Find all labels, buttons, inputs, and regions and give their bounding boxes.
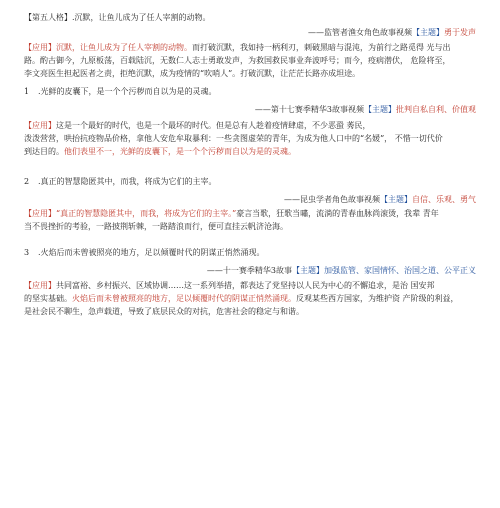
item3-number: 3: [24, 248, 30, 257]
item1-apply-line3-dark: 到达目的。: [24, 147, 64, 156]
item3-apply-line2-red: 火焰后而未曾被照亮的地方，足以倾覆时代的阴谋正悄然涌现。: [72, 294, 296, 303]
item3-source: [207, 265, 476, 276]
item3-quote-text: .火焰后而未曾被照亮的地方，足以倾覆时代的阴谋正悄然涌现。: [38, 248, 265, 257]
item2-source: [284, 194, 476, 205]
item1-source: [255, 104, 476, 115]
item2-theme-label: 【主题】: [380, 195, 412, 204]
section5-title-text: 【第五人格】.沉默，让鱼儿成为了任人宰割的动物。: [24, 13, 211, 22]
item3-apply-line1: [24, 280, 435, 291]
item3-theme-label: 【主题】: [292, 266, 324, 275]
item2-apply-red: “真正的智慧隐匿其中，而我，将成为它们的主宰。”: [56, 209, 237, 218]
section5-apply-line2: [24, 55, 451, 66]
item2-apply-rest: 豪言当歌，狂歌当嘯，流淌的青春血脉尚滚烫，我辈 青年: [236, 209, 439, 218]
section5-source-prefix: ——监管者渔女角色故事视频: [308, 28, 412, 37]
section5-source: [308, 27, 476, 38]
section5-apply-rest: 而打破沉默，我如持一柄利刃，刺破黑暗与混沌，为前行之路觅得 光与出: [192, 43, 451, 52]
item3-apply-line2-rest: 反观某些西方国家，为维护资 产阶级的利益，: [296, 294, 459, 303]
item2-number: 2: [24, 177, 30, 186]
item1-quote-text: .光鲜的皮囊下，是一个个污秽而自以为是的灵魂。: [38, 87, 217, 96]
section5-apply-line3-text: 李文亮医生担起医者之责，拒绝沉默，成为疫情的“吹哨人”。打破沉默，让茫茫长路亦成坦途。: [24, 69, 361, 78]
item2-quote-text: .真正的智慧隐匿其中，而我，将成为它们的主宰。: [38, 177, 217, 186]
item3-apply-line2-dark: 的坚实基础。: [24, 294, 72, 303]
item1-apply-rest: 这是一个最好的时代，也是一个最坏的时代。但是总有人趁着疫情肆虐，不少恶蛩 莠民，: [56, 121, 371, 130]
item3-apply-label: 【应用】: [24, 281, 56, 290]
item2-theme: 自信、乐观、勇气: [412, 195, 476, 204]
section5-apply-line2-text: 路。酌古御今，九原板荡，百载陆沉，无数仁人志士勇敢发声，为救国救民事业奔波呼号；而今，疫病潜伏， 危险将至，: [24, 56, 451, 65]
item2-quote: [24, 176, 217, 187]
item2-apply-line2-text: 当不畏挫折的考验，一路披荆斩棘，一路踏浪而行，便可直挂云帆济沧海。: [24, 222, 288, 231]
item3-apply-rest: 共同富裕、乡村振兴、区域协调……这一系列举措，都表达了党坚持以人民为中心的不懈追求，是治 国安邦: [56, 281, 435, 290]
item1-number: 1: [24, 87, 30, 96]
item3-source-prefix: ——十一赛季精华3故事: [206, 266, 292, 275]
item2-apply-line1: [24, 208, 439, 219]
section5-theme-label: 【主题】: [412, 28, 444, 37]
section5-theme: 勇于发声: [444, 28, 476, 37]
item3-quote: [24, 247, 265, 258]
item3-apply-line3-text: 是社会民不聊生，急声载道，导致了底层民众的对抗，危害社会的稳定与和谐。: [24, 307, 304, 316]
item1-theme-label: 【主题】: [364, 105, 396, 114]
item3-apply-line2: [24, 293, 459, 304]
item1-source-prefix: ——第十七赛季精华3故事视频: [254, 105, 364, 114]
item1-apply-line3-red: 他们表里不一，光鲜的皮囊下，是一个个污秽而自以为是的灵魂。: [64, 147, 296, 156]
section5-title: [24, 12, 211, 23]
item2-source-prefix: ——昆虫学者角色故事视频: [284, 195, 380, 204]
item1-quote: [24, 86, 217, 97]
section5-apply-line1: [24, 42, 451, 53]
item1-apply-line2-text: 泼泼营营，哄抬抗疫物品价格，拿他人安危牟取暴利：一些贪图虚荣的青年，为成为他人口中的“名媛”， 不惜一切代价: [24, 134, 443, 143]
item2-apply-label: 【应用】: [24, 209, 56, 218]
item1-apply-line2: [24, 133, 443, 144]
item2-apply-line2: [24, 221, 288, 232]
item1-apply-label: 【应用】: [24, 121, 56, 130]
section5-apply-label: 【应用】: [24, 43, 56, 52]
item1-apply-line1: [24, 120, 371, 131]
section5-apply-line3: [24, 68, 360, 79]
item1-theme: 批判自私自利、价值观: [396, 105, 476, 114]
item1-apply-line3: [24, 146, 296, 157]
item3-theme: 加强监管、家国情怀、治国之道、公平正义: [324, 266, 476, 275]
item3-apply-line3: [24, 306, 304, 317]
section5-apply-red: 沉默，让鱼儿成为了任人宰割的动物。: [56, 43, 192, 52]
